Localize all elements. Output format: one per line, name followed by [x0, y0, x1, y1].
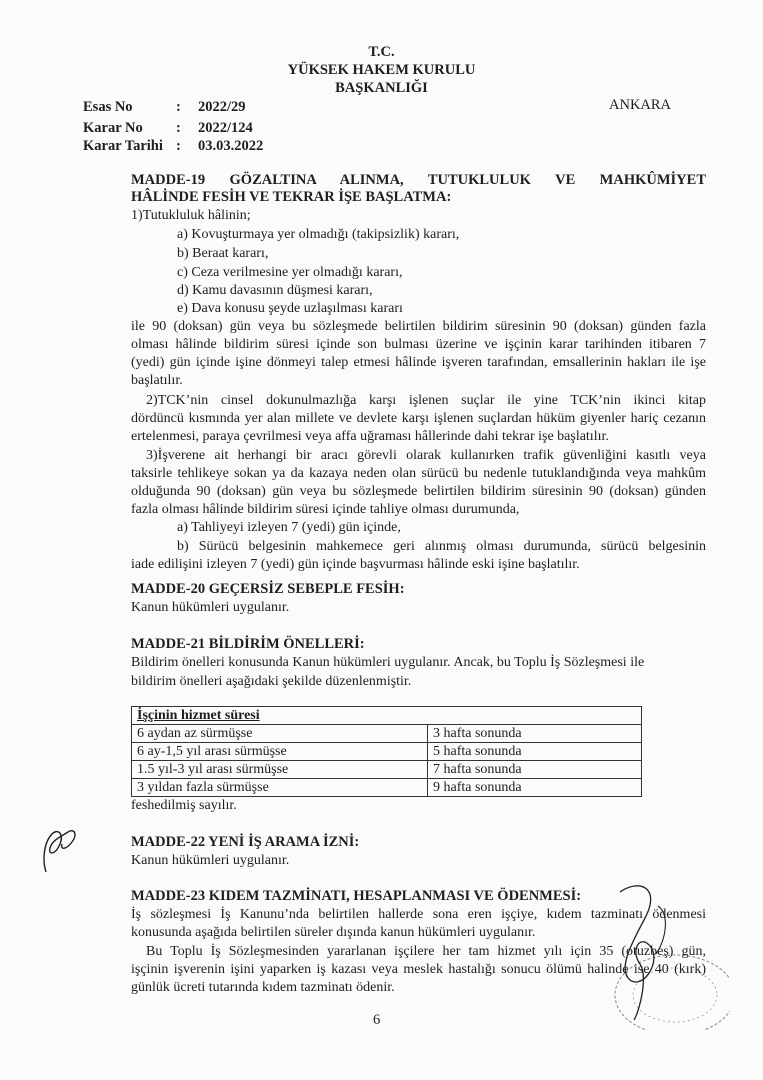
m19-p3-line: 3)İşverene ait herhangi bir aracı görevli olarak kullanırken trafik güvenliğini kasıtlı veya — [146, 448, 706, 463]
m19-p3-line: fazla olması hâlinde bildirim süresi içinde tahliye olması durumunda, — [131, 502, 520, 517]
page-number: 6 — [373, 1012, 381, 1028]
table-header-row — [132, 707, 642, 725]
meta-separator: : — [176, 120, 181, 136]
table-row — [132, 743, 642, 761]
table-cell-period: 6 aydan az sürmüşse — [132, 725, 428, 743]
notice-period-table — [131, 706, 642, 797]
m23-p2-line: Bu Toplu İş Sözleşmesinden yararlanan işçilere her tam hizmet yılı için 35 (otuzbeş) gün, — [146, 944, 706, 959]
m19-p1-line: başlatılır. — [131, 373, 183, 388]
m19-title-line1: MADDE-19 GÖZALTINA ALINMA, TUTUKLULUK VE MAHKÛMİYET — [131, 172, 706, 188]
m21-after: feshedilmiş sayılır. — [131, 798, 237, 813]
meta-value: 2022/29 — [198, 99, 246, 115]
m23-p1-line: İş sözleşmesi İş Kanunu’nda belirtilen hallerde sona eren işçiye, kıdem tazminatı ödenmesi — [131, 907, 706, 922]
m21-text: Bildirim önelleri konusunda Kanun hükümleri uygulanır. Ancak, bu Toplu İş Sözleşmesi ile — [131, 655, 645, 670]
table-cell-period: 1.5 yıl-3 yıl arası sürmüşse — [132, 761, 428, 779]
m19-title-line2: HÂLİNDE FESİH VE TEKRAR İŞE BAŞLATMA: — [131, 189, 452, 205]
list-item: d) Kamu davasının düşmesi kararı, — [177, 283, 373, 298]
header-city: ANKARA — [609, 97, 672, 113]
m22-text: Kanun hükümleri uygulanır. — [131, 853, 290, 868]
m21-text: bildirim önelleri aşağıdaki şekilde düzenlenmiştir. — [131, 674, 412, 689]
list-item: c) Ceza verilmesine yer olmadığı kararı, — [177, 265, 403, 280]
m19-p1-line: ile 90 (doksan) gün veya bu sözleşmede belirtilen bildirim süresinin 90 (doksan) günden fazla — [131, 319, 706, 334]
m19-p2-line: ertelenmesi, paraya çevrilmesi veya affa uğraması hâllerinde dahi tekrar işe başlatılır. — [131, 429, 609, 444]
list-item: a) Kovuşturmaya yer olmadığı (takipsizlik) kararı, — [177, 227, 460, 242]
m20-text: Kanun hükümleri uygulanır. — [131, 600, 290, 615]
table-header: İşçinin hizmet süresi — [132, 707, 642, 725]
m19-p2-line: dördüncü kısmında yer alan millete ve devlete karşı işlenen suçlardan hüküm giyenler hariç cezanın — [131, 411, 706, 426]
m22-title: MADDE-22 YENİ İŞ ARAMA İZNİ: — [131, 834, 360, 850]
table-cell-notice: 9 hafta sonunda — [428, 779, 642, 797]
m19-p3-item-a: a) Tahliyeyi izleyen 7 (yedi) gün içinde, — [177, 520, 401, 535]
table-row — [132, 761, 642, 779]
list-item: b) Beraat kararı, — [177, 246, 269, 261]
m20-title: MADDE-20 GEÇERSİZ SEBEPLE FESİH: — [131, 581, 405, 597]
signature-initials — [38, 820, 83, 880]
m23-p1-line: konusunda aşağıda belirtilen süreler dışında kanun hükümleri uygulanır. — [131, 925, 536, 940]
list-item: e) Dava konusu şeyde uzlaşılması kararı — [177, 301, 403, 316]
table-cell-period: 6 ay-1,5 yıl arası sürmüşse — [132, 743, 428, 761]
m19-p1-line: (yedi) gün içinde işine dönmeyi talep etmesi hâlinde işveren tarafından, emsallerinin hakları ile işe — [131, 355, 706, 370]
m19-p2-line: 2)TCK’nin cinsel dokunulmazlığa karşı işlenen suçlar ile yine TCK’nin ikinci kitap — [146, 393, 706, 408]
m23-p2-line: günlük ücreti tutarında kıdem tazminatı ödenir. — [131, 980, 395, 995]
meta-separator: : — [176, 138, 181, 154]
meta-label: Karar Tarihi — [83, 138, 163, 154]
meta-label: Karar No — [83, 120, 143, 136]
meta-value: 2022/124 — [198, 120, 253, 136]
table-cell-notice: 3 hafta sonunda — [428, 725, 642, 743]
official-stamp — [600, 880, 730, 1030]
m19-p3-line: olduğunda 90 (doksan) gün veya bu sözleşmede belirtilen bildirim süresinin 90 (doksan) günden — [131, 484, 706, 499]
m19-p1-line: olması hâlinde bildirim süresi içinde son bulması üzerine ve işçinin karar tarihinden itibaren 7 — [131, 337, 706, 352]
table-row — [132, 725, 642, 743]
table-cell-period: 3 yıldan fazla sürmüşse — [132, 779, 428, 797]
meta-separator: : — [176, 99, 181, 115]
m19-intro: 1)Tutukluluk hâlinin; — [131, 208, 251, 223]
m21-title: MADDE-21 BİLDİRİM ÖNELLERİ: — [131, 636, 365, 652]
m19-p3-line: taksirle tehlikeye sokan ya da kazaya neden olan sürücü bu nedenle tutuklandığında veya mahkûm — [131, 466, 706, 481]
header-tc: T.C. — [368, 44, 395, 60]
meta-value: 03.03.2022 — [198, 138, 264, 154]
m19-p3-item-b: b) Sürücü belgesinin mahkemece geri alınmış olması durumunda, sürücü belgesinin — [177, 539, 706, 554]
table-row — [132, 779, 642, 797]
m23-p2-line: işçinin işverenin işini yaparken iş kazası veya meslek hastalığı sonucu ölümü halinde ise 40 (kırk) — [131, 962, 706, 977]
m19-p3-item-b: iade edilişini izleyen 7 (yedi) gün içinde başvurması hâlinde eski işine başlatılır. — [131, 557, 580, 572]
table-cell-notice: 5 hafta sonunda — [428, 743, 642, 761]
header-institution: YÜKSEK HAKEM KURULU — [287, 62, 476, 78]
m23-title: MADDE-23 KIDEM TAZMİNATI, HESAPLANMASI VE ÖDENMESİ: — [131, 888, 582, 904]
header-department: BAŞKANLIĞI — [335, 80, 428, 96]
table-cell-notice: 7 hafta sonunda — [428, 761, 642, 779]
meta-label: Esas No — [83, 99, 133, 115]
